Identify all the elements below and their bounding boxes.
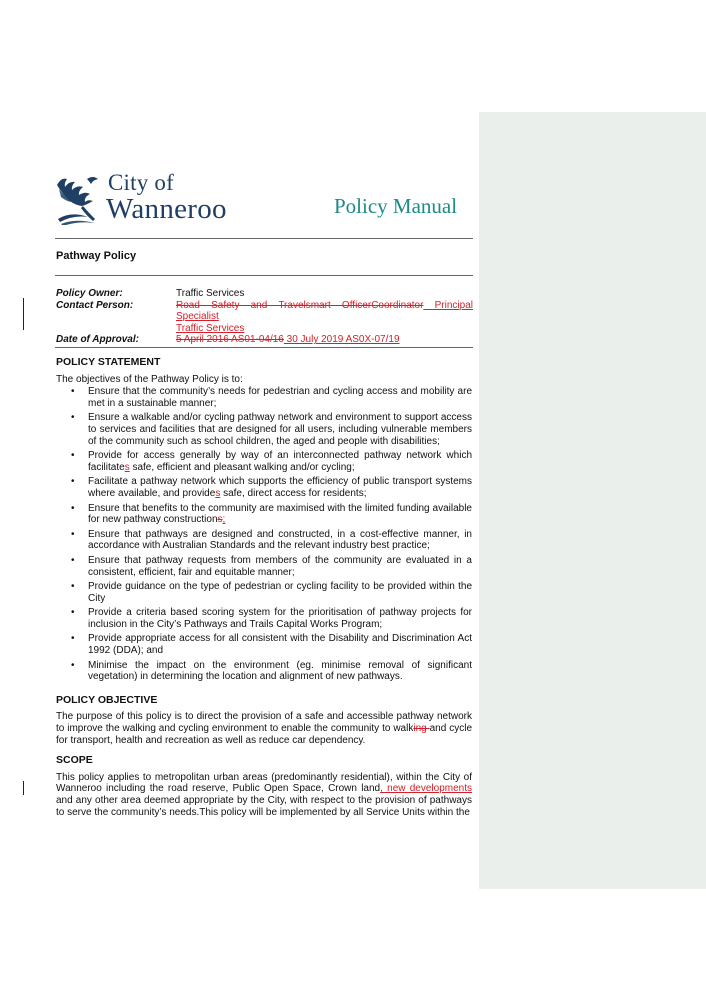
divider bbox=[55, 238, 473, 239]
inserted-text: s bbox=[124, 461, 130, 473]
list-item: • Ensure that benefits to the community are maximised with the limited funding available for new pathway constructions; bbox=[56, 503, 472, 526]
deleted-text: 5 April 2016 AS01-04/16 bbox=[176, 334, 284, 346]
meta-row-contact-cont bbox=[56, 323, 473, 335]
section-heading: POLICY STATEMENT bbox=[56, 356, 161, 368]
objective-text: The purpose of this policy is to direct the provision of a safe and accessible pathway network to improve the walking and cycling environment to enable the community to walking and cycle for transport, health and recreation as well as reduce car dependency. bbox=[56, 711, 473, 746]
policy-meta bbox=[56, 288, 473, 346]
list-item: • Ensure that pathways are designed and constructed, in a cost-effective manner, in accordance with Australian Standards and the relevant industry best practice; bbox=[56, 529, 472, 552]
contact-label: Contact Person: bbox=[56, 299, 134, 311]
manual-title: Policy Manual bbox=[334, 194, 458, 218]
inserted-text: 30 July 2019 AS0X-07/19 bbox=[283, 334, 400, 346]
owner-label: Policy Owner: bbox=[56, 288, 123, 299]
approval-label: Date of Approval: bbox=[56, 334, 139, 346]
meta-row-approval bbox=[56, 334, 473, 346]
deleted-text: Road Safety and Travelsmart Officer bbox=[176, 299, 372, 311]
inserted-text: ; bbox=[222, 514, 226, 526]
divider bbox=[55, 347, 473, 348]
approval-value bbox=[176, 334, 473, 346]
logo-line-1: City of bbox=[108, 170, 174, 195]
comment-pane bbox=[479, 112, 706, 889]
meta-row-owner bbox=[56, 288, 473, 300]
inserted-text: s bbox=[215, 487, 221, 499]
statement-intro: The objectives of the Pathway Policy is to: bbox=[56, 373, 243, 385]
inserted-text: Traffic Services bbox=[176, 322, 245, 334]
list-item: • Provide a criteria based scoring system for the prioritisation of pathway projects for inclusion in the City’s Pathways and Trails Capital Works Program; bbox=[56, 607, 472, 630]
inserted-text: Principal Specialist bbox=[176, 299, 473, 323]
list-item: • Provide for access generally by way of an interconnected pathway network which facilitates safe, efficient and pleasant walking and/or cycling; bbox=[56, 450, 472, 473]
policy-content bbox=[56, 357, 472, 818]
divider bbox=[55, 275, 473, 276]
change-bar bbox=[23, 298, 24, 330]
list-item: • Ensure that the community’s needs for pedestrian and cycling access and mobility are met in a sustainable manner; bbox=[56, 386, 472, 409]
list-item: • Minimise the impact on the environment (eg. minimise removal of significant vegetation) in determining the location and alignment of new pathways. bbox=[56, 660, 472, 683]
logo-line-2: Wanneroo bbox=[106, 193, 227, 225]
section-heading: POLICY OBJECTIVE bbox=[56, 693, 158, 706]
deleted-text: Coordinator bbox=[371, 299, 424, 311]
document-title: Pathway Policy bbox=[56, 250, 137, 262]
deleted-text: s bbox=[217, 514, 223, 526]
list-item: • Provide guidance on the type of pedestrian or cycling facility to be provided within the City bbox=[56, 581, 472, 604]
list-item: • Provide appropriate access for all consistent with the Disability and Discrimination Act 1992 (DDA); and bbox=[56, 633, 472, 656]
change-bar bbox=[23, 781, 24, 795]
meta-row-contact bbox=[56, 300, 473, 323]
deleted-text: ing bbox=[413, 723, 430, 735]
inserted-text: , new developments bbox=[380, 783, 472, 795]
owner-value: Traffic Services bbox=[176, 288, 245, 299]
section-heading: SCOPE bbox=[56, 754, 93, 767]
contact-value bbox=[176, 300, 473, 323]
objectives-list bbox=[56, 386, 472, 683]
list-item: • Facilitate a pathway network which supports the efficiency of public transport systems where available, and provides safe, direct access for residents; bbox=[56, 476, 472, 499]
scope-text: This policy applies to metropolitan urban areas (predominantly residential), within the City of Wanneroo including the road reserve, Public Open Space, Crown land, new developments and any other area deemed appropriate by the City, with respect to the provision of pathways to serve the community’s needs.This policy will be implemented by all Service Units within the bbox=[56, 771, 472, 818]
list-item: • Ensure a walkable and/or cycling pathway network and environment to support access to services and facilities that are designed for all users, including vulnerable members of the community such as school children, the aged and people with disabilities; bbox=[56, 412, 472, 447]
list-item: • Ensure that pathway requests from members of the community are evaluated in a consistent, efficient, fair and equitable manner; bbox=[56, 555, 472, 578]
